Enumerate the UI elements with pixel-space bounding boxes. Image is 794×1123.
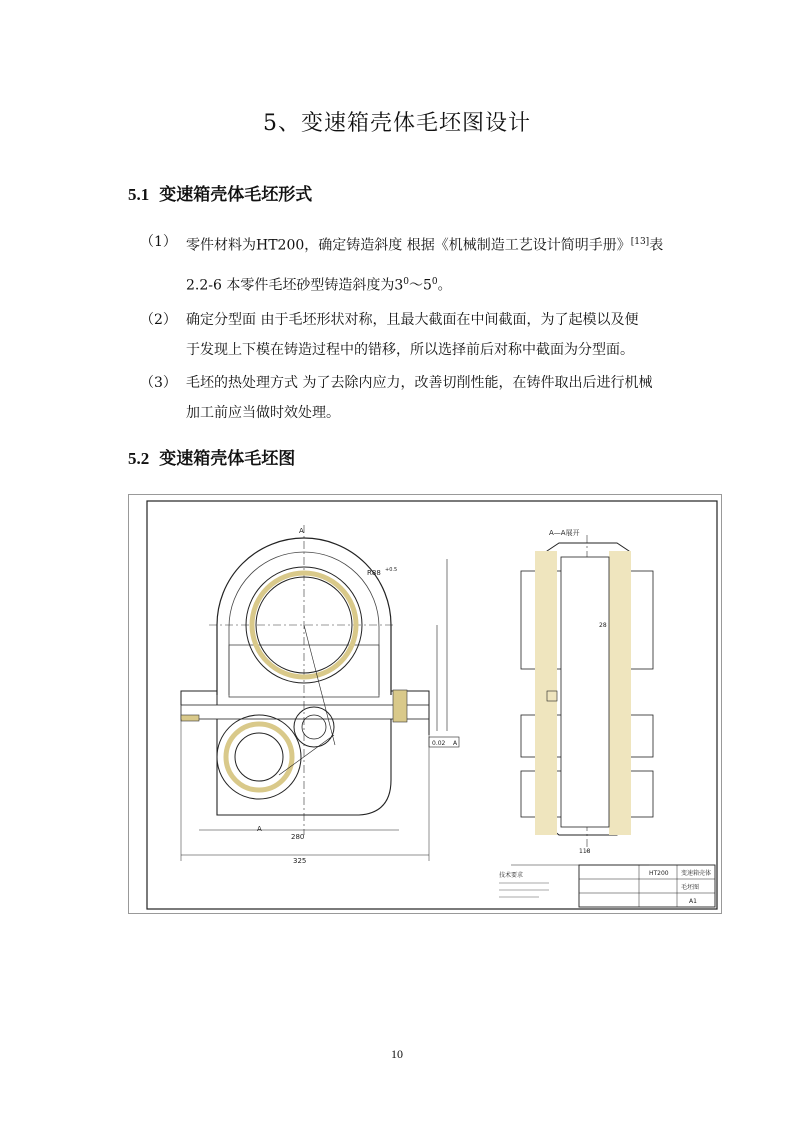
dim-118: 118	[579, 848, 591, 855]
tb-name: 变速箱壳体	[681, 870, 712, 877]
section-number: 5.2	[128, 449, 150, 468]
paragraph-text: ～5	[409, 277, 432, 294]
paragraph-text: 。	[437, 277, 452, 294]
hole-inner	[302, 715, 326, 739]
tb-sheet: A1	[689, 898, 697, 905]
degree-sup: 0	[431, 277, 438, 287]
drawing-svg	[129, 495, 721, 913]
degree-sup: 0	[403, 277, 409, 287]
paragraph-marker: （3）	[140, 375, 177, 391]
paragraph-1-line1	[140, 232, 664, 256]
paragraph-text: 确定分型面 由于毛坯形状对称，且最大截面在中间截面，为了起模以及便	[186, 312, 639, 328]
paragraph-3-line2: 加工前应当做时效处理。	[186, 405, 340, 421]
cut-label: A	[299, 527, 304, 535]
radius-dim: R88	[367, 569, 381, 577]
wall-right	[609, 551, 631, 835]
paragraph-text: 毛坯的热处理方式 为了去除内应力，改善切削性能，在铸件取出后进行机械	[186, 375, 653, 391]
leader	[304, 625, 335, 745]
paragraph-3-line1	[140, 373, 653, 393]
hatch-right	[393, 690, 407, 722]
citation-ref: [13]	[630, 237, 650, 247]
section-number: 5.1	[128, 185, 150, 204]
hatch-left	[181, 715, 199, 721]
tolerance-dim: +0.5	[385, 567, 398, 573]
blank-drawing-figure	[128, 494, 722, 914]
wall-left	[535, 551, 557, 835]
dim-325: 325	[293, 857, 307, 865]
tb-material: HT200	[649, 870, 669, 877]
section-heading-5-2	[128, 444, 295, 469]
section-label: A—A展开	[549, 529, 580, 537]
notes-title: 技术要求	[499, 872, 524, 879]
dim-280: 280	[291, 833, 305, 841]
flange	[181, 691, 429, 735]
base-plate	[181, 705, 429, 719]
paragraph-marker: （2）	[140, 312, 177, 328]
page-number: 10	[391, 1047, 403, 1061]
small-bore-inner	[235, 733, 283, 781]
dim-28: 28	[599, 622, 607, 629]
tb-sub: 毛坯图	[681, 884, 700, 891]
tolerance-ref: A	[453, 740, 458, 747]
section-title: 变速箱壳体毛坯图	[159, 449, 296, 469]
small-bore-allowance	[226, 724, 292, 790]
section-title: 变速箱壳体毛坯形式	[159, 185, 313, 205]
paragraph-marker: （1）	[140, 234, 177, 250]
paragraph-2-line2: 于发现上下模在铸造过程中的错移，所以选择前后对称中截面为分型面。	[186, 342, 634, 358]
paragraph-text: 零件材料为HT200，确定铸造斜度 根据《机械制造工艺设计简明手册》	[186, 237, 631, 254]
paragraph-text: 2.2-6 本零件毛坯砂型铸造斜度为3	[186, 277, 404, 294]
paragraph-1-line2	[186, 272, 452, 296]
section-heading-5-1	[128, 180, 312, 205]
core	[561, 557, 609, 827]
hole-outer	[294, 707, 334, 747]
tolerance-value: 0.02	[432, 740, 446, 747]
cut-label: A	[257, 825, 262, 833]
paragraph-2-line1	[140, 310, 639, 330]
page-title: 5、变速箱壳体毛坯图设计	[263, 111, 531, 136]
small-bore-outer	[217, 715, 301, 799]
paragraph-text: 表	[649, 237, 664, 254]
